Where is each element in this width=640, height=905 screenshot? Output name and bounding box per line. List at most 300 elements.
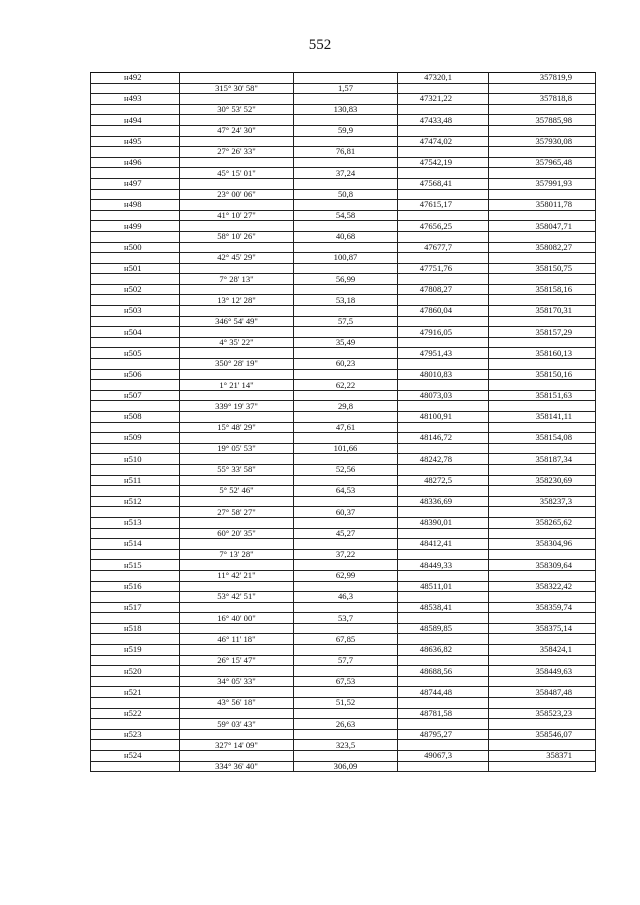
x-coordinate-cell [398, 274, 489, 285]
segment-row [91, 401, 596, 412]
x-coordinate-cell [398, 570, 489, 581]
x-coordinate-cell: 48073,03 [398, 390, 489, 401]
y-coordinate-cell: 358449,63 [489, 666, 596, 677]
point-id-cell: н515 [91, 560, 180, 571]
point-row [91, 539, 596, 550]
length-cell: 60,23 [294, 359, 398, 370]
length-cell [294, 263, 398, 274]
y-coordinate-cell: 358047,71 [489, 221, 596, 232]
length-cell [294, 623, 398, 634]
y-coordinate-cell: 358082,27 [489, 242, 596, 253]
segment-row [91, 464, 596, 475]
angle-cell: 334° 36' 40" [180, 761, 294, 772]
y-coordinate-cell: 357991,93 [489, 178, 596, 189]
point-id-cell: н494 [91, 115, 180, 126]
angle-cell: 43° 56' 18" [180, 698, 294, 709]
point-id-cell: н499 [91, 221, 180, 232]
length-cell [294, 560, 398, 571]
point-id-cell [91, 676, 180, 687]
point-id-cell [91, 401, 180, 412]
point-id-cell: н522 [91, 708, 180, 719]
y-coordinate-cell [489, 740, 596, 751]
length-cell [294, 284, 398, 295]
point-row [91, 412, 596, 423]
point-id-cell [91, 210, 180, 221]
point-id-cell [91, 570, 180, 581]
length-cell: 35,49 [294, 337, 398, 348]
x-coordinate-cell [398, 676, 489, 687]
length-cell: 130,83 [294, 104, 398, 115]
length-cell: 57,7 [294, 655, 398, 666]
angle-cell [180, 454, 294, 465]
point-row [91, 433, 596, 444]
point-row [91, 560, 596, 571]
y-coordinate-cell [489, 189, 596, 200]
point-id-cell: н508 [91, 412, 180, 423]
point-id-cell [91, 274, 180, 285]
y-coordinate-cell [489, 295, 596, 306]
length-cell: 76,81 [294, 147, 398, 158]
angle-cell: 26° 15' 47" [180, 655, 294, 666]
point-id-cell [91, 189, 180, 200]
y-coordinate-cell [489, 486, 596, 497]
y-coordinate-cell: 358150,16 [489, 369, 596, 380]
segment-row [91, 698, 596, 709]
y-coordinate-cell: 358371 [489, 751, 596, 762]
angle-cell [180, 602, 294, 613]
length-cell: 323,5 [294, 740, 398, 751]
angle-cell: 7° 28' 13" [180, 274, 294, 285]
angle-cell [180, 390, 294, 401]
angle-cell [180, 433, 294, 444]
point-id-cell [91, 698, 180, 709]
point-id-cell: н516 [91, 581, 180, 592]
angle-cell [180, 645, 294, 656]
point-row [91, 369, 596, 380]
y-coordinate-cell [489, 253, 596, 264]
angle-cell: 346° 54' 49" [180, 316, 294, 327]
segment-row [91, 592, 596, 603]
length-cell: 67,85 [294, 634, 398, 645]
angle-cell [180, 178, 294, 189]
angle-cell [180, 412, 294, 423]
point-row [91, 454, 596, 465]
length-cell: 101,66 [294, 443, 398, 454]
point-id-cell: н518 [91, 623, 180, 634]
length-cell: 62,22 [294, 380, 398, 391]
angle-cell [180, 666, 294, 677]
point-row [91, 178, 596, 189]
point-id-cell: н511 [91, 475, 180, 486]
angle-cell [180, 687, 294, 698]
length-cell: 59,9 [294, 125, 398, 136]
point-row [91, 645, 596, 656]
length-cell: 37,22 [294, 549, 398, 560]
angle-cell: 46° 11' 18" [180, 634, 294, 645]
point-row [91, 687, 596, 698]
y-coordinate-cell [489, 104, 596, 115]
point-id-cell [91, 422, 180, 433]
segment-row [91, 486, 596, 497]
length-cell [294, 666, 398, 677]
y-coordinate-cell: 358154,08 [489, 433, 596, 444]
x-coordinate-cell: 47568,41 [398, 178, 489, 189]
x-coordinate-cell: 49067,3 [398, 751, 489, 762]
x-coordinate-cell: 48146,72 [398, 433, 489, 444]
angle-cell [180, 284, 294, 295]
y-coordinate-cell [489, 380, 596, 391]
length-cell [294, 390, 398, 401]
point-id-cell [91, 464, 180, 475]
y-coordinate-cell: 358141,11 [489, 412, 596, 423]
y-coordinate-cell [489, 698, 596, 709]
x-coordinate-cell [398, 761, 489, 772]
x-coordinate-cell [398, 592, 489, 603]
segment-row [91, 125, 596, 136]
angle-cell: 55° 33' 58" [180, 464, 294, 475]
x-coordinate-cell: 48781,58 [398, 708, 489, 719]
point-row [91, 221, 596, 232]
angle-cell: 42° 45' 29" [180, 253, 294, 264]
y-coordinate-cell: 358170,31 [489, 306, 596, 317]
point-id-cell: н501 [91, 263, 180, 274]
length-cell [294, 178, 398, 189]
length-cell [294, 242, 398, 253]
x-coordinate-cell: 47951,43 [398, 348, 489, 359]
point-row [91, 306, 596, 317]
y-coordinate-cell: 358150,75 [489, 263, 596, 274]
length-cell: 60,37 [294, 507, 398, 518]
angle-cell: 45° 15' 01" [180, 168, 294, 179]
y-coordinate-cell [489, 634, 596, 645]
y-coordinate-cell [489, 761, 596, 772]
point-id-cell: н505 [91, 348, 180, 359]
angle-cell: 34° 05' 33" [180, 676, 294, 687]
length-cell: 306,09 [294, 761, 398, 772]
y-coordinate-cell [489, 592, 596, 603]
y-coordinate-cell: 357818,8 [489, 94, 596, 105]
point-row [91, 729, 596, 740]
point-id-cell [91, 443, 180, 454]
x-coordinate-cell [398, 698, 489, 709]
length-cell [294, 729, 398, 740]
point-id-cell: н496 [91, 157, 180, 168]
x-coordinate-cell [398, 613, 489, 624]
length-cell: 57,5 [294, 316, 398, 327]
y-coordinate-cell: 358265,62 [489, 517, 596, 528]
angle-cell [180, 517, 294, 528]
length-cell: 26,63 [294, 719, 398, 730]
point-row [91, 623, 596, 634]
angle-cell [180, 729, 294, 740]
point-row [91, 263, 596, 274]
point-id-cell: н500 [91, 242, 180, 253]
y-coordinate-cell: 358487,48 [489, 687, 596, 698]
x-coordinate-cell: 48511,01 [398, 581, 489, 592]
y-coordinate-cell [489, 719, 596, 730]
length-cell: 45,27 [294, 528, 398, 539]
angle-cell: 58° 10' 26" [180, 231, 294, 242]
y-coordinate-cell [489, 168, 596, 179]
length-cell [294, 115, 398, 126]
angle-cell [180, 200, 294, 211]
point-row [91, 242, 596, 253]
length-cell [294, 348, 398, 359]
angle-cell [180, 623, 294, 634]
segment-row [91, 740, 596, 751]
point-id-cell [91, 507, 180, 518]
point-id-cell [91, 634, 180, 645]
point-id-cell [91, 337, 180, 348]
angle-cell: 27° 26' 33" [180, 147, 294, 158]
length-cell: 40,68 [294, 231, 398, 242]
angle-cell [180, 94, 294, 105]
segment-row [91, 507, 596, 518]
length-cell: 53,7 [294, 613, 398, 624]
y-coordinate-cell [489, 422, 596, 433]
y-coordinate-cell [489, 507, 596, 518]
angle-cell [180, 348, 294, 359]
length-cell [294, 136, 398, 147]
y-coordinate-cell: 358160,13 [489, 348, 596, 359]
length-cell: 56,99 [294, 274, 398, 285]
x-coordinate-cell [398, 443, 489, 454]
angle-cell: 59° 03' 43" [180, 719, 294, 730]
x-coordinate-cell: 47320,1 [398, 73, 489, 84]
point-id-cell [91, 380, 180, 391]
point-id-cell [91, 761, 180, 772]
length-cell: 100,87 [294, 253, 398, 264]
y-coordinate-cell: 357819,9 [489, 73, 596, 84]
length-cell: 53,18 [294, 295, 398, 306]
angle-cell: 327° 14' 09" [180, 740, 294, 751]
coordinates-table-body [91, 73, 596, 772]
y-coordinate-cell: 358523,23 [489, 708, 596, 719]
point-id-cell: н495 [91, 136, 180, 147]
angle-cell: 30° 53' 52" [180, 104, 294, 115]
x-coordinate-cell [398, 507, 489, 518]
y-coordinate-cell [489, 83, 596, 94]
x-coordinate-cell: 48744,48 [398, 687, 489, 698]
point-id-cell [91, 359, 180, 370]
y-coordinate-cell: 358187,34 [489, 454, 596, 465]
angle-cell: 47° 24' 30" [180, 125, 294, 136]
point-id-cell [91, 147, 180, 158]
x-coordinate-cell [398, 464, 489, 475]
x-coordinate-cell: 47677,7 [398, 242, 489, 253]
point-row [91, 602, 596, 613]
x-coordinate-cell [398, 422, 489, 433]
x-coordinate-cell [398, 147, 489, 158]
segment-row [91, 147, 596, 158]
segment-row [91, 295, 596, 306]
x-coordinate-cell: 48412,41 [398, 539, 489, 550]
segment-row [91, 719, 596, 730]
angle-cell: 13° 12' 28" [180, 295, 294, 306]
length-cell [294, 412, 398, 423]
x-coordinate-cell [398, 401, 489, 412]
angle-cell [180, 539, 294, 550]
angle-cell: 1° 21' 14" [180, 380, 294, 391]
angle-cell [180, 221, 294, 232]
page-number: 552 [308, 37, 332, 53]
y-coordinate-cell [489, 316, 596, 327]
length-cell [294, 327, 398, 338]
x-coordinate-cell: 48589,85 [398, 623, 489, 634]
point-row [91, 475, 596, 486]
length-cell [294, 496, 398, 507]
y-coordinate-cell [489, 401, 596, 412]
point-id-cell: н517 [91, 602, 180, 613]
length-cell: 51,52 [294, 698, 398, 709]
point-row [91, 666, 596, 677]
length-cell [294, 517, 398, 528]
x-coordinate-cell: 48449,33 [398, 560, 489, 571]
length-cell: 62,99 [294, 570, 398, 581]
x-coordinate-cell: 48636,82 [398, 645, 489, 656]
point-row [91, 390, 596, 401]
angle-cell [180, 496, 294, 507]
x-coordinate-cell [398, 655, 489, 666]
length-cell: 37,24 [294, 168, 398, 179]
x-coordinate-cell [398, 231, 489, 242]
y-coordinate-cell [489, 359, 596, 370]
y-coordinate-cell: 358309,64 [489, 560, 596, 571]
x-coordinate-cell [398, 295, 489, 306]
angle-cell: 350° 28' 19" [180, 359, 294, 370]
point-id-cell [91, 316, 180, 327]
angle-cell: 19° 05' 53" [180, 443, 294, 454]
angle-cell [180, 369, 294, 380]
angle-cell [180, 136, 294, 147]
x-coordinate-cell [398, 486, 489, 497]
angle-cell [180, 73, 294, 84]
angle-cell [180, 560, 294, 571]
point-id-cell [91, 83, 180, 94]
length-cell: 46,3 [294, 592, 398, 603]
point-id-cell [91, 549, 180, 560]
y-coordinate-cell: 358546,07 [489, 729, 596, 740]
length-cell [294, 94, 398, 105]
x-coordinate-cell [398, 168, 489, 179]
point-id-cell: н497 [91, 178, 180, 189]
point-row [91, 284, 596, 295]
x-coordinate-cell: 47751,76 [398, 263, 489, 274]
point-id-cell: н506 [91, 369, 180, 380]
y-coordinate-cell: 358322,42 [489, 581, 596, 592]
segment-row [91, 337, 596, 348]
y-coordinate-cell [489, 443, 596, 454]
length-cell [294, 645, 398, 656]
x-coordinate-cell [398, 316, 489, 327]
point-id-cell [91, 253, 180, 264]
length-cell [294, 751, 398, 762]
x-coordinate-cell [398, 359, 489, 370]
angle-cell: 23° 00' 06" [180, 189, 294, 200]
point-row [91, 348, 596, 359]
point-id-cell [91, 125, 180, 136]
y-coordinate-cell: 358237,3 [489, 496, 596, 507]
length-cell [294, 475, 398, 486]
x-coordinate-cell: 48336,69 [398, 496, 489, 507]
angle-cell [180, 581, 294, 592]
length-cell: 64,53 [294, 486, 398, 497]
y-coordinate-cell: 358375,14 [489, 623, 596, 634]
point-id-cell: н502 [91, 284, 180, 295]
point-id-cell: н512 [91, 496, 180, 507]
x-coordinate-cell: 47433,48 [398, 115, 489, 126]
x-coordinate-cell [398, 253, 489, 264]
y-coordinate-cell [489, 147, 596, 158]
point-row [91, 157, 596, 168]
point-id-cell: н510 [91, 454, 180, 465]
point-id-cell: н504 [91, 327, 180, 338]
segment-row [91, 528, 596, 539]
angle-cell: 7° 13' 28" [180, 549, 294, 560]
point-id-cell: н521 [91, 687, 180, 698]
length-cell: 1,57 [294, 83, 398, 94]
point-row [91, 73, 596, 84]
segment-row [91, 655, 596, 666]
segment-row [91, 274, 596, 285]
y-coordinate-cell [489, 655, 596, 666]
y-coordinate-cell: 358304,96 [489, 539, 596, 550]
point-id-cell [91, 231, 180, 242]
point-id-cell: н524 [91, 751, 180, 762]
point-row [91, 517, 596, 528]
segment-row [91, 549, 596, 560]
x-coordinate-cell: 48272,5 [398, 475, 489, 486]
length-cell: 54,58 [294, 210, 398, 221]
y-coordinate-cell: 358011,78 [489, 200, 596, 211]
y-coordinate-cell [489, 676, 596, 687]
y-coordinate-cell: 357930,08 [489, 136, 596, 147]
y-coordinate-cell: 357885,98 [489, 115, 596, 126]
segment-row [91, 570, 596, 581]
point-row [91, 327, 596, 338]
angle-cell: 27° 58' 27" [180, 507, 294, 518]
point-id-cell: н493 [91, 94, 180, 105]
x-coordinate-cell: 48100,91 [398, 412, 489, 423]
x-coordinate-cell [398, 125, 489, 136]
point-row [91, 581, 596, 592]
y-coordinate-cell [489, 570, 596, 581]
angle-cell: 339° 19' 37" [180, 401, 294, 412]
y-coordinate-cell: 357965,48 [489, 157, 596, 168]
segment-row [91, 422, 596, 433]
length-cell [294, 433, 398, 444]
angle-cell [180, 475, 294, 486]
length-cell [294, 200, 398, 211]
angle-cell [180, 157, 294, 168]
x-coordinate-cell [398, 337, 489, 348]
length-cell: 52,56 [294, 464, 398, 475]
x-coordinate-cell [398, 634, 489, 645]
y-coordinate-cell: 358151,63 [489, 390, 596, 401]
x-coordinate-cell: 48010,83 [398, 369, 489, 380]
length-cell: 47,61 [294, 422, 398, 433]
x-coordinate-cell [398, 210, 489, 221]
angle-cell: 15° 48' 29" [180, 422, 294, 433]
angle-cell [180, 306, 294, 317]
point-id-cell: н507 [91, 390, 180, 401]
x-coordinate-cell [398, 83, 489, 94]
x-coordinate-cell: 47860,04 [398, 306, 489, 317]
x-coordinate-cell [398, 528, 489, 539]
point-row [91, 751, 596, 762]
length-cell [294, 539, 398, 550]
point-id-cell [91, 655, 180, 666]
